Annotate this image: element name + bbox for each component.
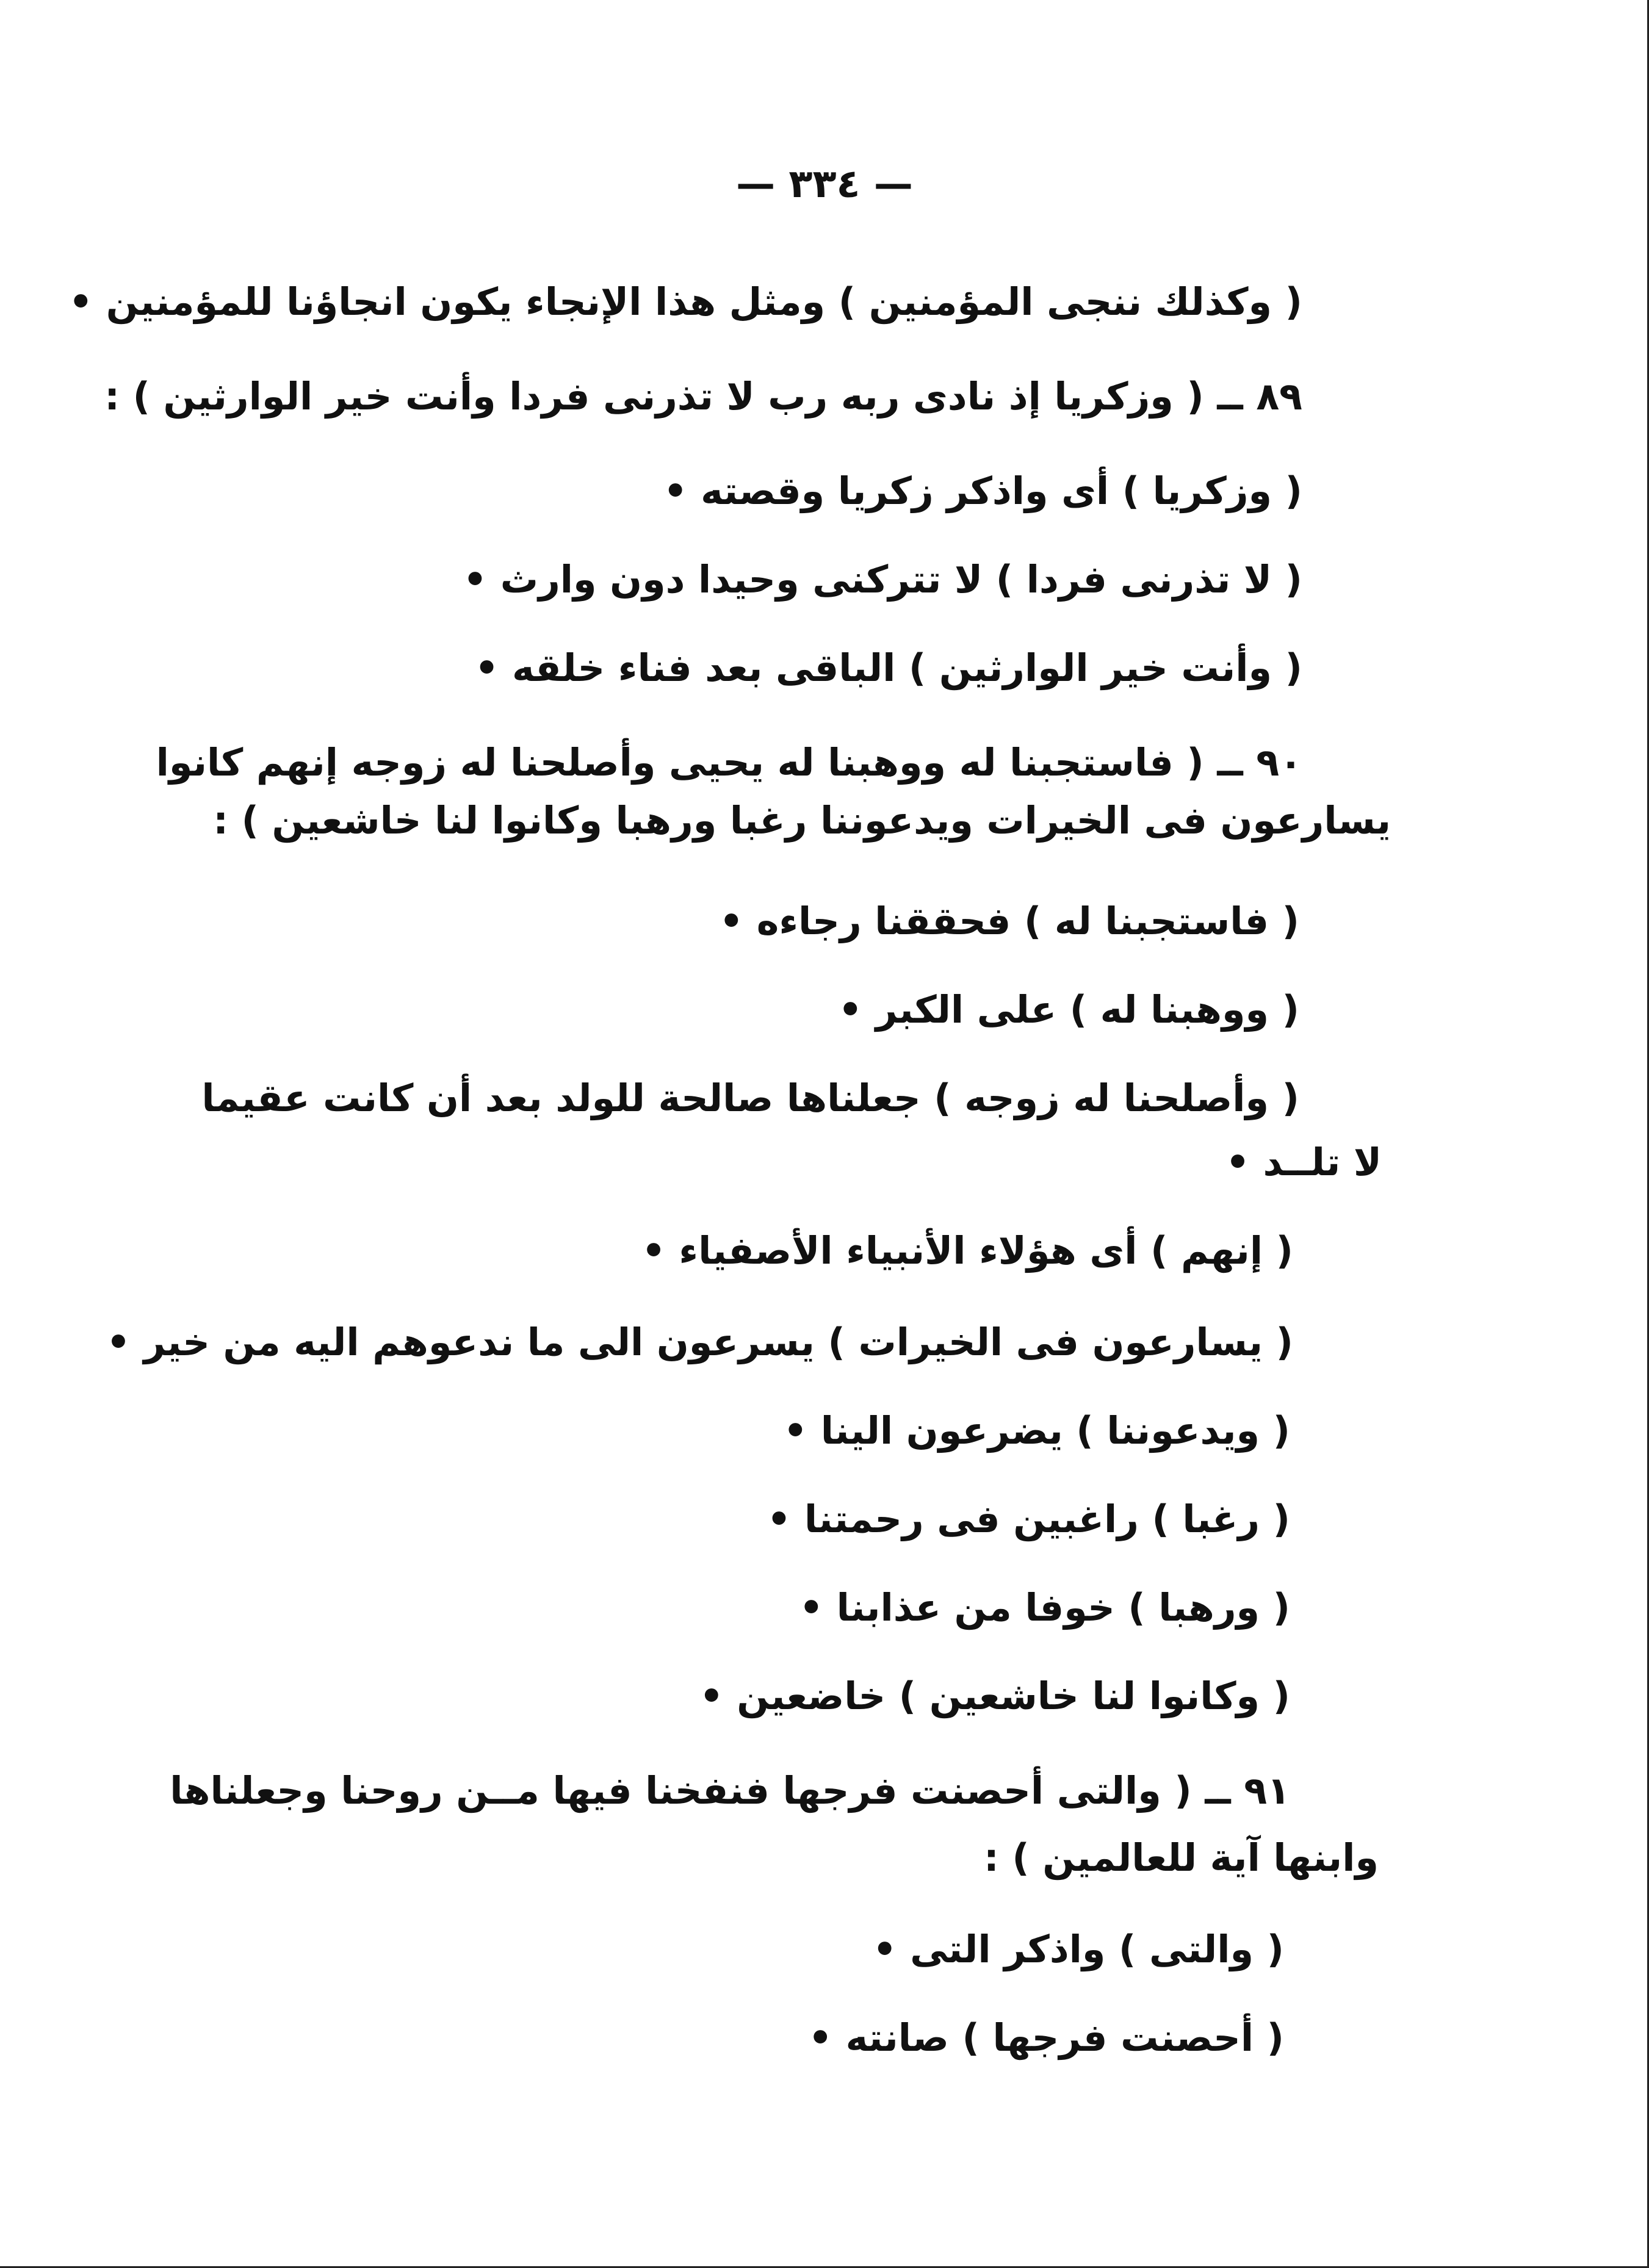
text-line: ( لا تذرنى فردا ) لا تتركنى وحيدا دون وارث • xyxy=(463,557,1302,602)
verse-line: ٨٩ ــ ( وزكريا إذ نادى ربه رب لا تذرنى فردا وأنت خير الوارثين ) : xyxy=(104,374,1302,419)
text-line: ( ووهبنا له ) على الكبر • xyxy=(838,987,1299,1032)
text-line: ( وأنت خير الوارثين ) الباقى بعد فناء خلقه • xyxy=(474,646,1302,690)
text-line: ( ورهبا ) خوفا من عذابنا • xyxy=(799,1585,1290,1630)
text-line: ( ويدعوننا ) يضرعون الينا • xyxy=(783,1408,1290,1453)
verse-continuation: يسارعون فى الخيرات ويدعوننا رغبا ورهبا وكانوا لنا خاشعين ) : xyxy=(213,798,1391,843)
text-continuation: لا تلــد • xyxy=(1225,1140,1382,1184)
text-line: ( وكانوا لنا خاشعين ) خاضعين • xyxy=(699,1674,1290,1718)
text-line: ( والتى ) واذكر التى • xyxy=(872,1927,1284,1971)
text-line: ( رغبا ) راغبين فى رحمتنا • xyxy=(767,1497,1290,1541)
text-line: ( وزكريا ) أى واذكر زكريا وقصته • xyxy=(663,469,1302,513)
text-line: ( أحصنت فرجها ) صانته • xyxy=(808,2015,1284,2060)
text-line: ( وكذلك ننجى المؤمنين ) ومثل هذا الإنجاء يكون انجاؤنا للمؤمنين • xyxy=(68,279,1302,324)
text-line: ( فاستجبنا له ) فحققنا رجاءه • xyxy=(719,899,1299,943)
verse-line: ٩١ ــ ( والتى أحصنت فرجها فنفخنا فيها مــن روحنا وجعلناها xyxy=(170,1768,1290,1813)
text-line: ( إنهم ) أى هؤلاء الأنبياء الأصفياء • xyxy=(641,1228,1293,1273)
text-line: ( وأصلحنا له زوجه ) جعلناها صالحة للولد بعد أن كانت عقيما xyxy=(201,1076,1299,1120)
verse-line: ٩٠ ــ ( فاستجبنا له ووهبنا له يحيى وأصلحنا له زوجه إنهم كانوا xyxy=(156,740,1302,785)
verse-continuation: وابنها آية للعالمين ) : xyxy=(983,1835,1379,1880)
page-number: — ٣٣٤ — xyxy=(736,162,913,207)
text-line: ( يسارعون فى الخيرات ) يسرعون الى ما ندعوهم اليه من خير • xyxy=(106,1320,1293,1364)
